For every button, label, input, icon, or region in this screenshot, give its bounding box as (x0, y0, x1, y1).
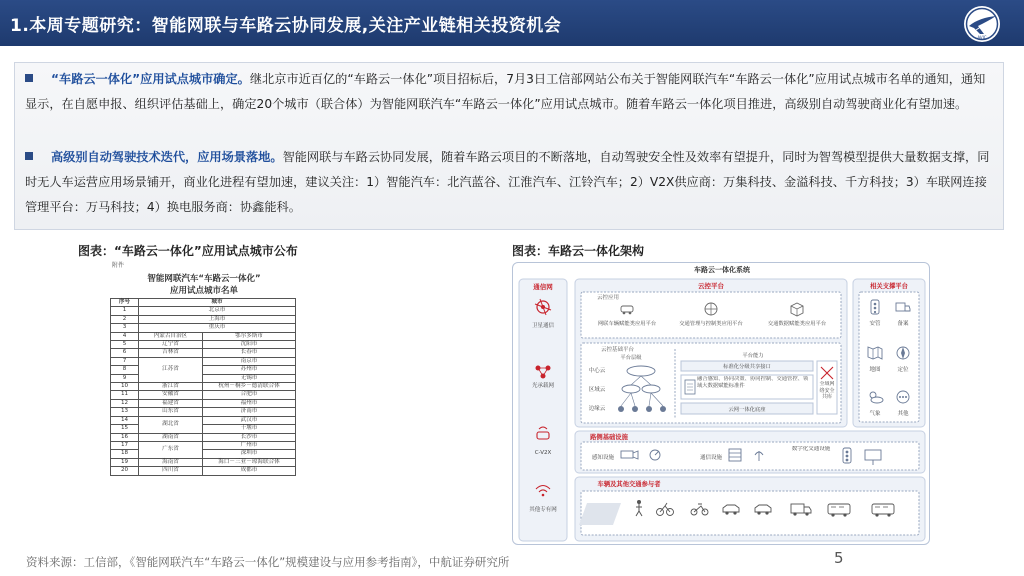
table-cell-city: 沈阳市 (203, 341, 296, 349)
table-cell-province: 四川省 (139, 467, 203, 475)
table-cell-index: 12 (111, 399, 139, 407)
support-item-other: 其他 (897, 411, 909, 417)
bullet-highlight: “车路云一体化”应用试点城市确定。 (51, 72, 250, 86)
svg-text:AVIC: AVIC (977, 35, 987, 40)
cloud-apps-title: 云控应用 (597, 295, 620, 301)
table-row (111, 425, 296, 433)
table-row (111, 458, 296, 466)
table-row (111, 324, 296, 332)
table-row (111, 467, 296, 475)
traffic-control-icon (705, 303, 717, 315)
bullet-autonomous-driving (25, 145, 995, 220)
table-cell-index: 3 (111, 324, 139, 332)
comm-item-cv2x: C-V2X (534, 450, 552, 456)
bullet-pilot-cities (25, 67, 995, 117)
layer-title: 平台层级 (620, 355, 642, 361)
capability-title: 平台能力 (742, 353, 764, 359)
table-cell-index: 7 (111, 357, 139, 365)
table-cell-city: 成都市 (203, 467, 296, 475)
doc-title-line-2: 应用试点城市名单 (169, 286, 238, 296)
table-cell-index: 9 (111, 374, 139, 382)
table-cell-province: 江苏省 (139, 357, 203, 382)
table-cell-city: 上海市 (139, 315, 296, 323)
table-cell-index: 15 (111, 425, 139, 433)
table-row (111, 349, 296, 357)
infra-digital-wrap (789, 446, 833, 466)
table-cell-province: 浙江省 (139, 383, 203, 391)
header-bar (0, 0, 1024, 46)
table-row (111, 332, 296, 340)
layer-center: 中心云 (588, 368, 606, 374)
table-cell-city: 无锡市 (203, 374, 296, 382)
table-row (111, 399, 296, 407)
avic-logo-icon (962, 4, 1002, 44)
doc-title-line-1: 智能网联汽车“车路云一体化” (147, 274, 261, 284)
table-cell-city: 杭州－桐乡－德清联合体 (203, 383, 296, 391)
table-cell-city: 海口－三亚－琼海联合体 (203, 458, 296, 466)
table-cell-index: 17 (111, 441, 139, 449)
comm-network-title: 通信网 (533, 283, 553, 291)
support-title: 相关支撑平台 (870, 283, 908, 290)
figure-caption-right: 图表：车路云一体化架构 (512, 244, 645, 258)
table-cell-index: 20 (111, 467, 139, 475)
road-strip (581, 491, 919, 535)
table-cell-index: 16 (111, 433, 139, 441)
table-cell-province: 内蒙古自治区 (139, 332, 203, 340)
summary-box (14, 62, 1004, 230)
layer-region: 区域云 (588, 387, 606, 393)
bullet-text: 继北京市近百亿的“车路云一体化”项目招标后，7月3日工信部网站公布关于智能网联汽车“车路云一体化”应用试点城市名单的通知，通知显示，在自愿申报、组织评估基础上，确定20个城市（联合体）为智能网联汽车“车路云一体化”应用试点城市。随着车路云一体化项目推进，高级别自动驾驶商业化有望加速。 (25, 72, 986, 111)
table-cell-province: 湖南省 (139, 433, 203, 441)
table-cell-city: 北京市 (139, 307, 296, 315)
capability-standard-wrap (697, 376, 811, 398)
table-row (111, 391, 296, 399)
comm-network-panel (519, 279, 567, 541)
table-header-cell: 序号 (111, 299, 139, 307)
table-cell-index: 13 (111, 408, 139, 416)
table-cell-province: 海南省 (139, 458, 203, 466)
road-infra-inner (581, 442, 919, 470)
security-wrap (818, 381, 836, 413)
table-cell-city: 重庆市 (139, 324, 296, 332)
road-infra-title: 路侧基础设施 (590, 434, 628, 441)
table-row (111, 416, 296, 424)
architecture-diagram (512, 262, 930, 545)
table-cell-province: 山东省 (139, 408, 203, 416)
layer-edge: 边缘云 (588, 406, 606, 412)
page-number: 5 (834, 549, 844, 567)
figure-caption-left: 图表：“车路云一体化”应用试点城市公布 (78, 244, 298, 258)
table-cell-province: 广东省 (139, 441, 203, 458)
bullet-text: 智能网联与车路云协同发展，随着车路云项目的不断落地，自动驾驶安全性及效率有望提升，同时为智驾模型提供大量数据支撑，同时无人车运营应用场景铺开，商业化进程有望加速，建议关注：1）智能汽车：北汽蓝谷、江淮汽车、江铃汽车；2）V2X供应商：万集科技、金溢科技、千方科技；3）车联网连接管理平台：万马科技；4）换电服务商：协鑫能科。 (25, 150, 990, 214)
table-row (111, 357, 296, 365)
support-item-weather: 气象 (869, 411, 881, 417)
capability-interface-text: 标准化分级共享接口 (723, 364, 771, 370)
table-cell-province: 福建省 (139, 399, 203, 407)
doc-attachment-label: 附件 (112, 262, 125, 269)
capability-standard-text: 融合感知、协同决策、协同控制、交通管控、领域大数据赋能标准件 (697, 376, 809, 389)
cloud-base-title: 云控基础平台 (601, 347, 635, 353)
comm-item-optical: 光承载网 (531, 383, 555, 389)
table-row (111, 408, 296, 416)
table-cell-index: 4 (111, 332, 139, 340)
capability-base-text: 云网一体化底座 (728, 407, 766, 413)
table-cell-city: 武汉市 (203, 416, 296, 424)
table-row (111, 307, 296, 315)
table-cell-city: 合肥市 (203, 391, 296, 399)
support-item-record: 备案 (897, 321, 909, 327)
support-item-location: 定位 (897, 367, 909, 373)
table-row (111, 450, 296, 458)
cloud-app-traffic: 交通管理与控制类应用平台 (679, 321, 743, 327)
table-cell-province: 辽宁省 (139, 341, 203, 349)
table-cell-province: 吉林省 (139, 349, 203, 357)
support-item-security: 安管 (869, 321, 881, 327)
architecture-svg (513, 263, 931, 546)
table-row (111, 441, 296, 449)
bullet-highlight: 高级别自动驾驶技术迭代，应用场景落地。 (51, 150, 283, 164)
table-cell-index: 14 (111, 416, 139, 424)
table-cell-index: 6 (111, 349, 139, 357)
table-cell-city: 福州市 (203, 399, 296, 407)
infra-perception: 感知设施 (591, 455, 615, 461)
table-cell-city: 长春市 (203, 349, 296, 357)
table-cell-index: 10 (111, 383, 139, 391)
system-title: 车路云一体化系统 (694, 266, 750, 274)
table-row (111, 383, 296, 391)
table-cell-city: 苏州市 (203, 366, 296, 374)
pilot-city-document (100, 258, 308, 540)
table-cell-index: 11 (111, 391, 139, 399)
table-cell-index: 19 (111, 458, 139, 466)
table-cell-province: 湖北省 (139, 416, 203, 433)
table-cell-index: 2 (111, 315, 139, 323)
table-row (111, 315, 296, 323)
infra-digital: 数字化交通设施 (791, 446, 831, 452)
table-cell-index: 1 (111, 307, 139, 315)
table-row (111, 433, 296, 441)
table-row (111, 366, 296, 374)
table-cell-city: 鄂尔多斯市 (203, 332, 296, 340)
table-cell-city: 济南市 (203, 408, 296, 416)
table-cell-province: 安徽省 (139, 391, 203, 399)
source-note: 资料来源：工信部，《智能网联汽车“车路云一体化”规模建设与应用参考指南》，中航证券研究所 (26, 555, 510, 569)
infra-communication: 通信设施 (699, 455, 723, 461)
table-cell-city: 南京市 (203, 357, 296, 365)
table-cell-city: 广州市 (203, 441, 296, 449)
table-cell-index: 18 (111, 450, 139, 458)
cloud-app-data: 交通数据赋能类应用平台 (767, 321, 827, 327)
table-row (111, 374, 296, 382)
vehicles-title: 车辆及其他交通参与者 (597, 481, 661, 488)
table-header-row (111, 299, 296, 307)
bullet-square-icon (25, 74, 33, 82)
table-row (111, 341, 296, 349)
table-cell-city: 深圳市 (203, 450, 296, 458)
comm-item-satellite: 卫星通信 (531, 323, 555, 329)
table-cell-city: 长沙市 (203, 433, 296, 441)
page-title: 1.本周专题研究：智能网联与车路云协同发展,关注产业链相关投资机会 (10, 16, 562, 36)
bullet-square-icon (25, 152, 33, 160)
table-header-cell: 城市 (139, 299, 296, 307)
cloud-platform-title: 云控平台 (698, 282, 724, 290)
table-cell-index: 5 (111, 341, 139, 349)
support-item-map: 地图 (869, 367, 881, 373)
comm-item-other: 其他专有网 (529, 507, 557, 513)
security-text: 全域网络安全共库 (819, 381, 835, 400)
table-cell-city: 十堰市 (203, 425, 296, 433)
table-cell-index: 8 (111, 366, 139, 374)
city-table (110, 298, 296, 476)
cloud-app-vehicle: 网联车辆赋能类应用平台 (597, 321, 657, 327)
